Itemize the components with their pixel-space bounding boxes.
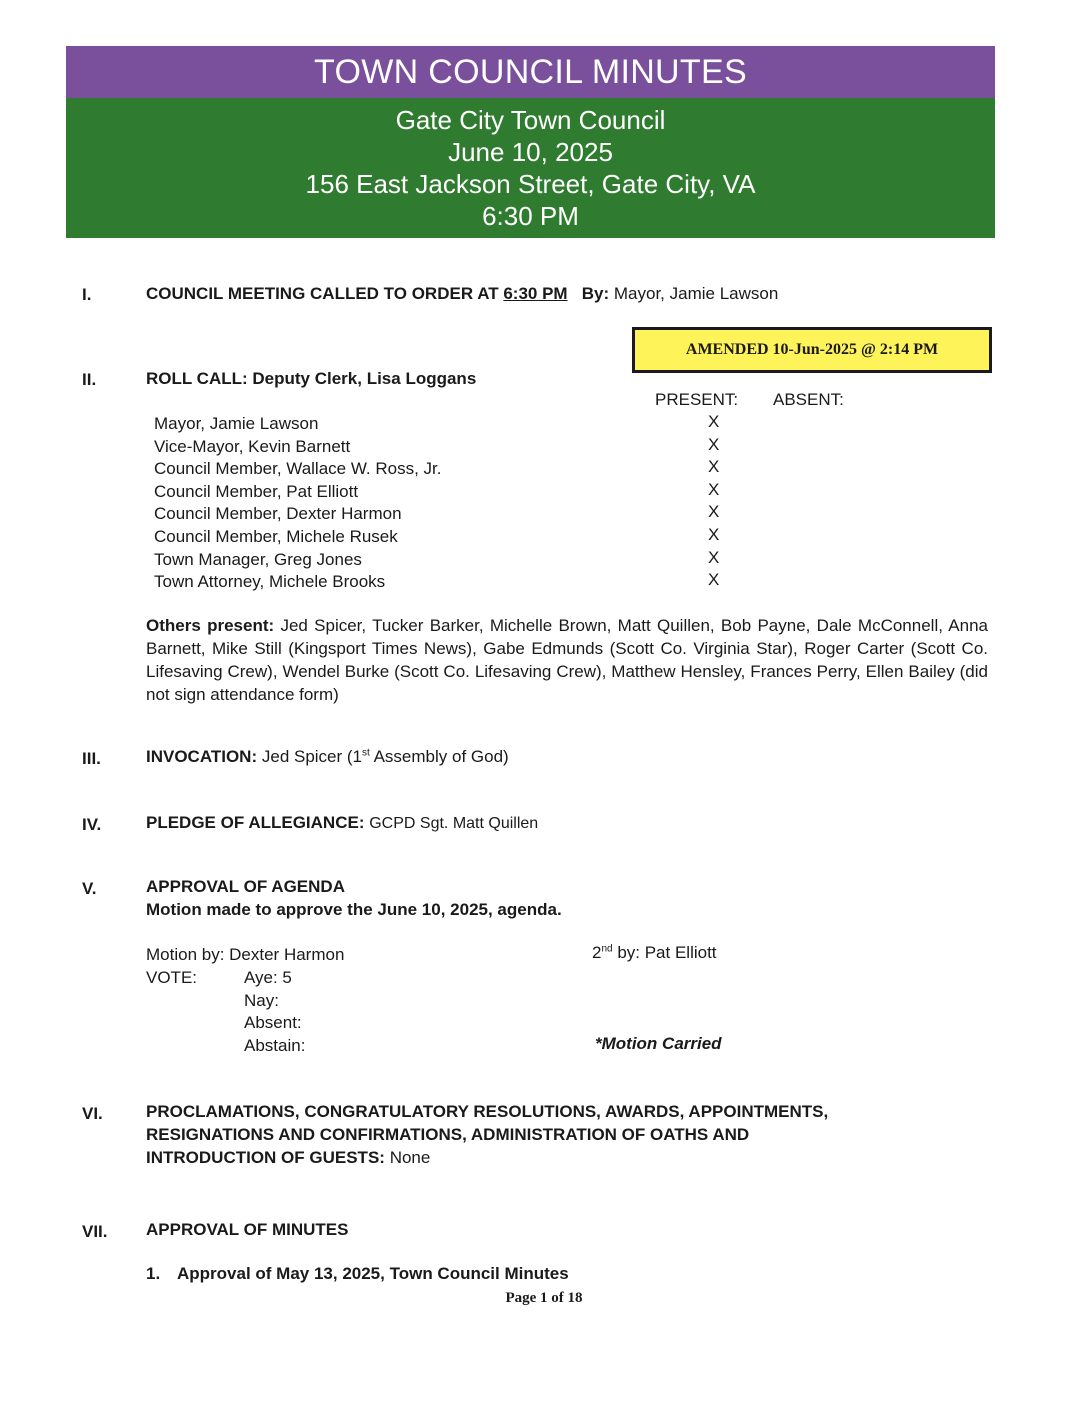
roll-member-present-mark: X	[708, 570, 720, 589]
roll-member-name: Mayor, Jamie Lawson	[154, 414, 319, 433]
others-present	[146, 614, 988, 706]
section-2-label: ROLL CALL: Deputy Clerk, Lisa Loggans	[146, 369, 477, 388]
section-1-by-value: Mayor, Jamie Lawson	[613, 284, 779, 303]
meeting-date: June 10, 2025	[448, 137, 613, 167]
roll-member-name: Council Member, Pat Elliott	[154, 482, 359, 501]
council-name: Gate City Town Council	[395, 105, 666, 135]
vote-abstain: Abstain:	[244, 1036, 306, 1055]
section-1-by-label: By:	[581, 284, 610, 303]
section-4	[146, 813, 538, 833]
amended-stamp: AMENDED 10-Jun-2025 @ 2:14 PM	[632, 327, 992, 373]
header-banner	[66, 46, 995, 238]
roll-member-name: Town Manager, Greg Jones	[154, 550, 362, 569]
section-3-label: INVOCATION:	[146, 747, 258, 766]
section-7-item-number: 1.	[146, 1264, 161, 1283]
section-6-line-1: PROCLAMATIONS, CONGRATULATORY RESOLUTIONS, AWARDS, APPOINTMENTS,	[146, 1102, 829, 1121]
roll-member-present-mark: X	[708, 435, 720, 454]
roll-member-present-mark: X	[708, 502, 720, 521]
meeting-info	[66, 98, 995, 238]
section-7-item-text: Approval of May 13, 2025, Town Council Minutes	[177, 1264, 569, 1283]
section-4-value: GCPD Sgt. Matt Quillen	[369, 815, 539, 832]
roll-member-name: Vice-Mayor, Kevin Barnett	[154, 437, 351, 456]
vote-absent: Absent:	[244, 1013, 302, 1032]
present-header: PRESENT:	[655, 390, 739, 409]
section-4-label: PLEDGE OF ALLEGIANCE:	[146, 813, 365, 832]
section-7-number: VII.	[82, 1222, 108, 1241]
roll-member-present-mark: X	[708, 412, 720, 431]
roll-member-name: Council Member, Dexter Harmon	[154, 504, 402, 523]
section-6-line-3: INTRODUCTION OF GUESTS: None	[146, 1148, 431, 1167]
others-present-label: Others present:	[146, 616, 275, 635]
section-3-number: III.	[82, 749, 101, 768]
section-1-number: I.	[82, 285, 92, 304]
section-3	[146, 747, 509, 767]
roll-member-name: Council Member, Michele Rusek	[154, 527, 398, 546]
section-7-label: APPROVAL OF MINUTES	[146, 1220, 349, 1239]
roll-member-name: Town Attorney, Michele Brooks	[154, 572, 386, 591]
roll-member-present-mark: X	[708, 457, 720, 476]
page-number: Page 1 of 18	[505, 1290, 583, 1306]
second-by: 2nd by: Pat Elliott	[592, 943, 717, 962]
section-1-time: 6:30 PM	[503, 284, 568, 303]
section-5-number: V.	[82, 879, 97, 898]
document-title: TOWN COUNCIL MINUTES	[66, 46, 995, 98]
meeting-address: 156 East Jackson Street, Gate City, VA	[305, 169, 756, 199]
section-6-value: None	[389, 1148, 431, 1167]
roll-member-present-mark: X	[708, 480, 720, 499]
section-3-value: Jed Spicer (1st Assembly of God)	[261, 747, 509, 766]
section-6-line-2: RESIGNATIONS AND CONFIRMATIONS, ADMINISTRATION OF OATHS AND	[146, 1125, 750, 1144]
others-present-list: Jed Spicer, Tucker Barker, Michelle Brown, Matt Quillen, Bob Payne, Dale McConnell, Anna Barnett, Mike Still (Kingsport Times News), Gabe Edmunds (Scott Co. Virginia Star), Roger Carter (Scott Co. Lifesaving Crew), Wendel Burke (Scott Co. Lifesaving Crew), Matthew Hensley, Frances Perry, Ellen Bailey (did not sign attendance form)	[146, 616, 988, 704]
section-2-number: II.	[82, 370, 97, 389]
roll-member-present-mark: X	[708, 548, 720, 567]
vote-nay: Nay:	[244, 991, 279, 1010]
section-5-motion: Motion made to approve the June 10, 2025, agenda.	[146, 900, 562, 919]
meeting-time: 6:30 PM	[482, 201, 579, 231]
section-4-number: IV.	[82, 815, 102, 834]
section-6-number: VI.	[82, 1104, 103, 1123]
absent-header: ABSENT:	[773, 390, 844, 409]
vote-label: VOTE:	[146, 968, 198, 987]
motion-result: *Motion Carried	[595, 1034, 722, 1053]
motion-by: Motion by: Dexter Harmon	[146, 945, 345, 964]
vote-aye: Aye: 5	[244, 968, 292, 987]
roll-member-present-mark: X	[708, 525, 720, 544]
roll-member-name: Council Member, Wallace W. Ross, Jr.	[154, 459, 442, 478]
section-1	[146, 284, 778, 304]
section-5-label: APPROVAL OF AGENDA	[146, 877, 345, 896]
section-1-label: COUNCIL MEETING CALLED TO ORDER AT	[146, 284, 499, 303]
